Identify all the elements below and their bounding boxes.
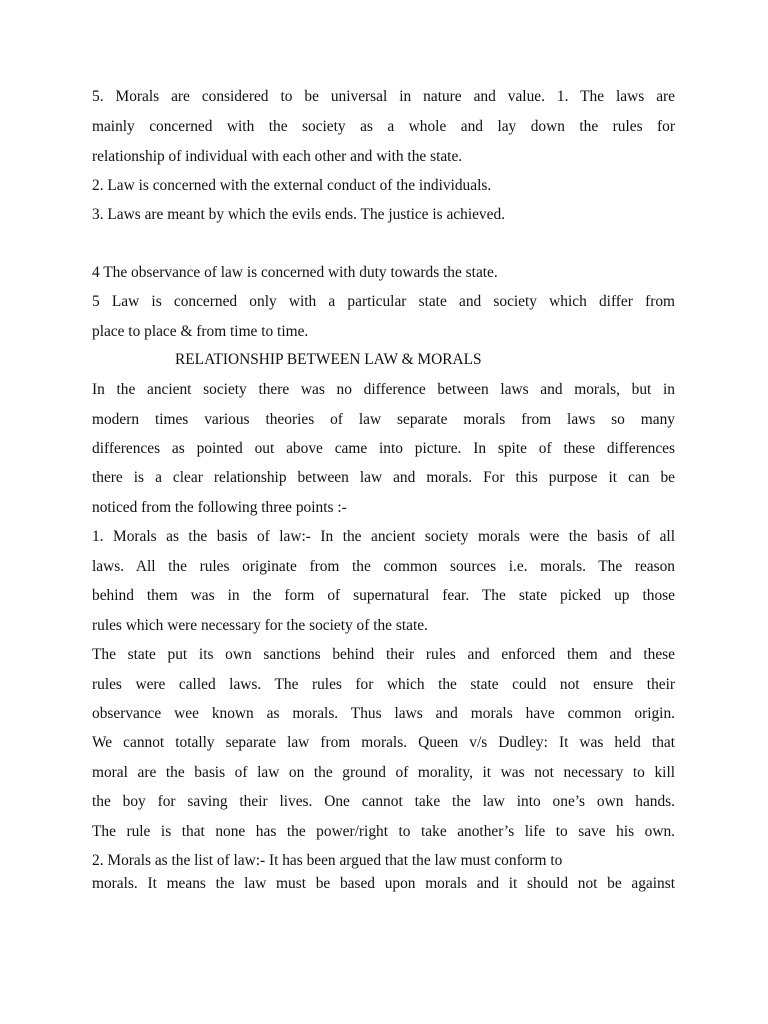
text-line: noticed from the following three points :- bbox=[92, 499, 347, 516]
text-line: mainly concerned with the society as a whole and lay down the rules for bbox=[92, 118, 675, 135]
text-line: place to place & from time to time. bbox=[92, 323, 309, 340]
text-line: The rule is that none has the power/right to take another’s life to save his own. bbox=[92, 823, 675, 840]
text-line: In the ancient society there was no difference between laws and morals, but in bbox=[92, 381, 675, 398]
text-line: 2. Morals as the list of law:- It has been argued that the law must conform to bbox=[92, 852, 563, 869]
text-line: morals. It means the law must be based upon morals and it should not be against bbox=[92, 875, 675, 892]
text-line: differences as pointed out above came into picture. In spite of these differences bbox=[92, 440, 675, 457]
text-line: behind them was in the form of supernatural fear. The state picked up those bbox=[92, 587, 675, 604]
text-line: 3. Laws are meant by which the evils ends. The justice is achieved. bbox=[92, 206, 505, 223]
text-line: rules were called laws. The rules for which the state could not ensure their bbox=[92, 676, 675, 693]
text-line: 4 The observance of law is concerned with duty towards the state. bbox=[92, 264, 498, 281]
text-line: relationship of individual with each other and with the state. bbox=[92, 148, 463, 165]
text-line: the boy for saving their lives. One cannot take the law into one’s own hands. bbox=[92, 793, 675, 810]
section-heading: RELATIONSHIP BETWEEN LAW & MORALS bbox=[175, 351, 482, 368]
text-line: The state put its own sanctions behind their rules and enforced them and these bbox=[92, 646, 675, 663]
text-line: 5 Law is concerned only with a particular state and society which differ from bbox=[92, 293, 675, 310]
text-line: 1. Morals as the basis of law:- In the ancient society morals were the basis of all bbox=[92, 528, 675, 545]
text-line: rules which were necessary for the society of the state. bbox=[92, 617, 428, 634]
text-line: 2. Law is concerned with the external conduct of the individuals. bbox=[92, 177, 492, 194]
text-line: observance wee known as morals. Thus laws and morals have common origin. bbox=[92, 705, 675, 722]
text-line: We cannot totally separate law from morals. Queen v/s Dudley: It was held that bbox=[92, 734, 675, 751]
text-line: there is a clear relationship between law and morals. For this purpose it can be bbox=[92, 469, 675, 486]
text-line: moral are the basis of law on the ground of morality, it was not necessary to kill bbox=[92, 764, 675, 781]
text-line: modern times various theories of law separate morals from laws so many bbox=[92, 411, 675, 428]
text-line: 5. Morals are considered to be universal in nature and value. 1. The laws are bbox=[92, 88, 675, 105]
text-line: laws. All the rules originate from the common sources i.e. morals. The reason bbox=[92, 558, 675, 575]
